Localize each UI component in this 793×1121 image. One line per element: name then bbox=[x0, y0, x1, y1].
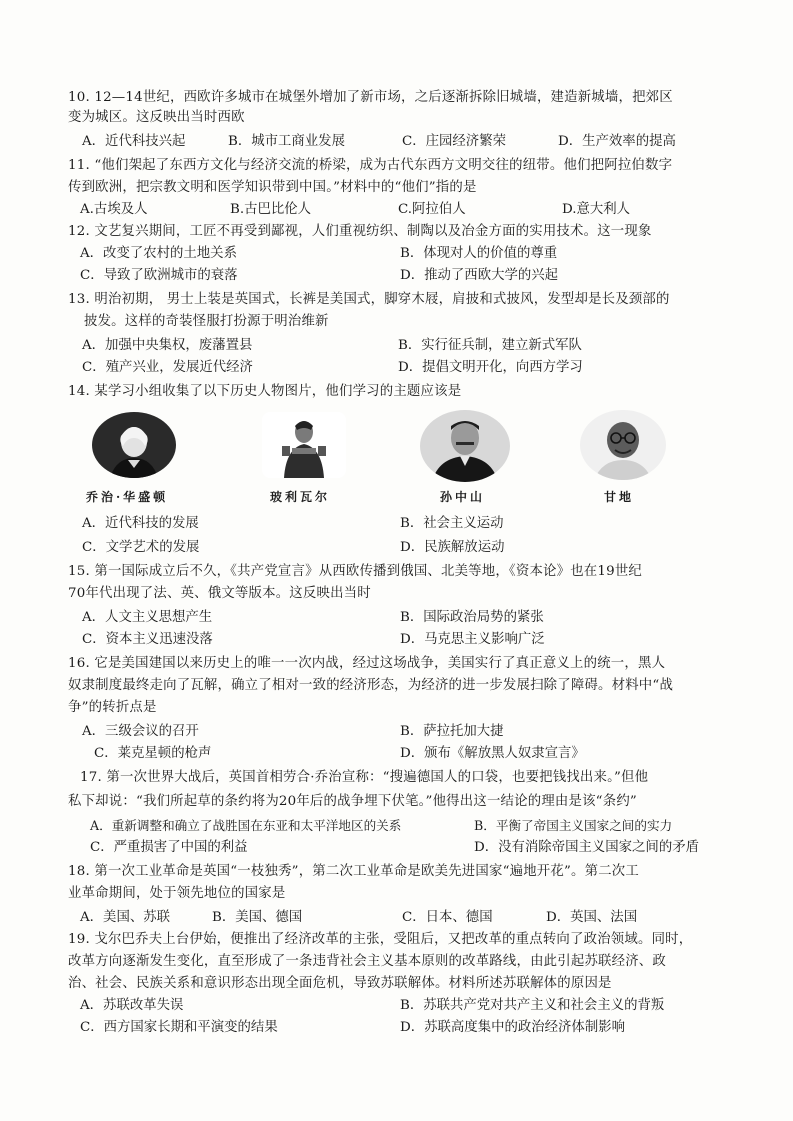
caption-washington: 乔治·华盛顿 bbox=[86, 490, 169, 504]
question-17-option-b: B．平衡了帝国主义国家之间的实力 bbox=[474, 818, 673, 833]
question-15-line-2: 70年代出现了法、英、俄文等版本。这反映出当时 bbox=[68, 586, 371, 601]
portrait-washington-image bbox=[92, 412, 176, 478]
question-17-option-d: D．没有消除帝国主义国家之间的矛盾 bbox=[474, 840, 699, 855]
question-12-line-1: 12. 文艺复兴期间，工匠不再受到鄙视，人们重视纺织、制陶以及冶金方面的实用技术。这一现象 bbox=[68, 224, 652, 239]
question-15-option-a: A．人文主义思想产生 bbox=[82, 610, 213, 625]
question-16-option-c: C．莱克星顿的枪声 bbox=[94, 746, 212, 761]
question-16-line-3: 争”的转折点是 bbox=[68, 700, 157, 715]
question-14-option-b: B．社会主义运动 bbox=[400, 516, 504, 531]
question-10-line-2: 变为城区。这反映出当时西欧 bbox=[68, 110, 245, 125]
question-18-option-d: D．英国、法国 bbox=[546, 910, 638, 925]
caption-bolivar: 玻利瓦尔 bbox=[270, 490, 331, 504]
question-19-line-3: 治、社会、民族关系和意识形态出现全面危机，导致苏联解体。材料所述苏联解体的原因是 bbox=[68, 976, 612, 991]
question-15-option-d: D．马克思主义影响广泛 bbox=[400, 632, 545, 647]
question-12-option-b: B．体现对人的价值的尊重 bbox=[400, 246, 558, 261]
question-12-option-c: C．导致了欧洲城市的衰落 bbox=[80, 268, 238, 283]
portrait-sun-yat-sen-image bbox=[420, 410, 510, 482]
question-19-option-c: C．西方国家长期和平演变的结果 bbox=[80, 1020, 278, 1035]
question-15-option-b: B．国际政治局势的紧张 bbox=[400, 610, 544, 625]
question-10-option-b: B．城市工商业发展 bbox=[228, 134, 345, 149]
question-10-line-1: 10. 12—14世纪，西欧许多城市在城堡外增加了新市场，之后逐渐拆除旧城墙，建造新城墙，把郊区 bbox=[68, 90, 673, 105]
question-13-option-c: C．殖产兴业，发展近代经济 bbox=[82, 360, 253, 375]
question-11-option-a: A.古埃及人 bbox=[80, 202, 148, 217]
question-11-option-c: C.阿拉伯人 bbox=[398, 202, 466, 217]
question-18-option-a: A．美国、苏联 bbox=[80, 910, 171, 925]
question-16-line-1: 16. 它是美国建国以来历史上的唯一一次内战，经过这场战争，美国实行了真正意义上的统一，黑人 bbox=[68, 656, 666, 671]
question-16-option-d: D．颁布《解放黑人奴隶宣言》 bbox=[400, 746, 585, 761]
question-12-option-d: D．推动了西欧大学的兴起 bbox=[400, 268, 559, 283]
question-13-line-1: 13. 明治初期， 男士上装是英国式，长裤是美国式，脚穿木屐，肩披和式披风，发型却是长及颈部的 bbox=[68, 292, 670, 307]
question-15-option-c: C．资本主义迅速没落 bbox=[82, 632, 213, 647]
question-14-option-d: D．民族解放运动 bbox=[400, 540, 505, 555]
question-19-option-d: D．苏联高度集中的政治经济体制影响 bbox=[400, 1020, 625, 1035]
question-14-option-a: A．近代科技的发展 bbox=[82, 516, 199, 531]
question-16-line-2: 奴隶制度最终走向了瓦解，确立了相对一致的经济形态，为经济的进一步发展扫除了障碍。材料中“战 bbox=[68, 678, 674, 693]
question-19-option-b: B．苏联共产党对共产主义和社会主义的背叛 bbox=[400, 998, 665, 1013]
question-12-option-a: A．改变了农村的土地关系 bbox=[80, 246, 237, 261]
portrait-bolivar-image bbox=[262, 412, 346, 478]
question-19-option-a: A．苏联改革失误 bbox=[80, 998, 184, 1013]
question-16-option-b: B．萨拉托加大捷 bbox=[400, 724, 504, 739]
question-18-line-1: 18. 第一次工业革命是英国“一枝独秀”，第二次工业革命是欧美先进国家“遍地开花”。第二次工 bbox=[68, 864, 639, 879]
question-11-option-d: D.意大利人 bbox=[562, 202, 631, 217]
question-14-option-c: C．文学艺术的发展 bbox=[82, 540, 200, 555]
question-18-line-2: 业革命期间，处于领先地位的国家是 bbox=[68, 886, 286, 901]
question-17-option-a: A．重新调整和确立了战胜国在东亚和太平洋地区的关系 bbox=[90, 818, 402, 833]
portrait-gandhi-image bbox=[580, 410, 666, 480]
question-10-option-a: A．近代科技兴起 bbox=[82, 134, 186, 149]
question-13-option-a: A．加强中央集权，废藩置县 bbox=[82, 338, 253, 353]
caption-sun-yat-sen: 孙中山 bbox=[440, 490, 486, 504]
question-16-option-a: A．三级会议的召开 bbox=[82, 724, 199, 739]
question-18-option-c: C．日本、德国 bbox=[402, 910, 493, 925]
caption-gandhi: 甘地 bbox=[604, 490, 635, 504]
question-15-line-1: 15. 第一国际成立后不久，《共产党宣言》从西欧传播到俄国、北美等地，《资本论》也在19世纪 bbox=[68, 564, 643, 579]
question-11-option-b: B.古巴比伦人 bbox=[230, 202, 312, 217]
question-10-option-d: D．生产效率的提高 bbox=[558, 134, 676, 149]
question-17-line-2: 私下却说：“我们所起草的条约将为20年后的战争埋下伏笔。”他得出这一结论的理由是该“条约” bbox=[68, 794, 637, 809]
question-19-line-2: 改革方向逐渐发生变化，直至形成了一条违背社会主义基本原则的改革路线，由此引起苏联经济、政 bbox=[68, 954, 666, 969]
question-13-option-b: B．实行征兵制，建立新式军队 bbox=[398, 338, 582, 353]
question-13-option-d: D．提倡文明开化，向西方学习 bbox=[398, 360, 583, 375]
question-10-option-c: C．庄园经济繁荣 bbox=[402, 134, 506, 149]
question-11-line-2: 传到欧洲，把宗教文明和医学知识带到中国。”材料中的“他们”指的是 bbox=[68, 180, 477, 195]
question-11-line-1: 11. “他们架起了东西方文化与经济交流的桥梁，成为古代东西方文明交往的纽带。他们把阿拉伯数字 bbox=[68, 158, 673, 173]
question-19-line-1: 19. 戈尔巴乔夫上台伊始，便推出了经济改革的主张，受阻后，又把改革的重点转向了政治领域。同时， bbox=[68, 932, 693, 947]
question-17-option-c: C．严重损害了中国的利益 bbox=[90, 840, 248, 855]
question-17-line-1: 17. 第一次世界大战后，英国首相劳合·乔治宣称：“搜遍德国人的口袋，也要把钱找出来。”但他 bbox=[80, 770, 649, 785]
question-18-option-b: B．美国、德国 bbox=[212, 910, 303, 925]
question-14-line-1: 14. 某学习小组收集了以下历史人物图片，他们学习的主题应该是 bbox=[68, 384, 462, 399]
question-13-line-2: 披发。这样的奇装怪服打扮源于明治维新 bbox=[84, 314, 329, 329]
